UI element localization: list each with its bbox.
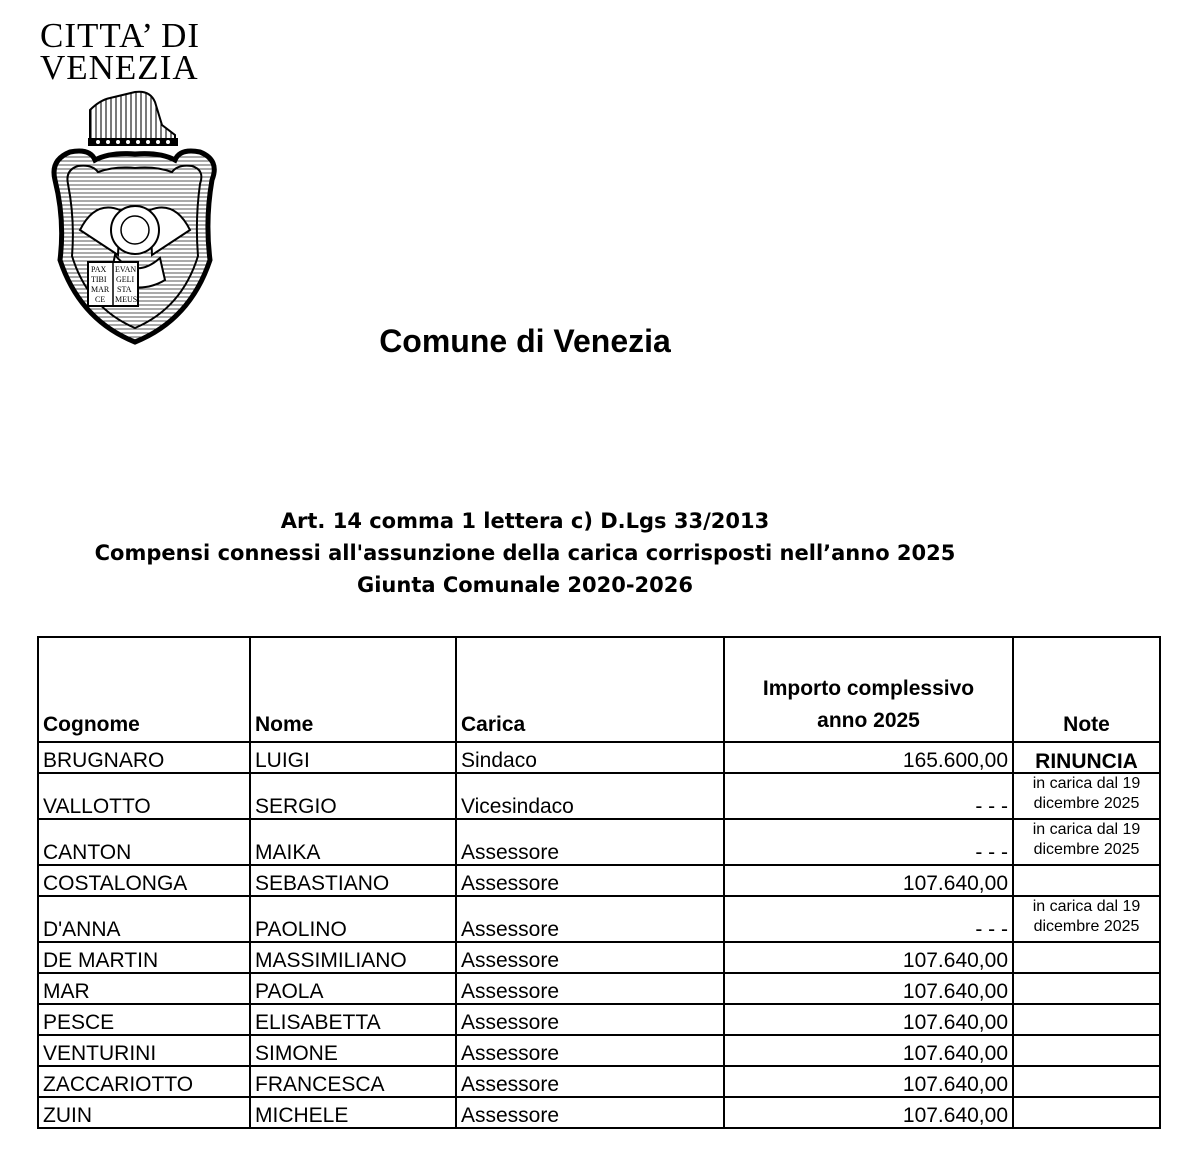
table-row xyxy=(38,819,1160,865)
cell-carica: Vicesindaco xyxy=(456,773,724,819)
cell-importo: - - - xyxy=(724,773,1013,819)
cell-nome: PAOLA xyxy=(250,973,456,1004)
cell-cognome: VENTURINI xyxy=(38,1035,250,1066)
book-text-7: STA xyxy=(117,285,132,294)
cell-cognome: BRUGNARO xyxy=(38,742,250,773)
cell-note: in carica dal 19 dicembre 2025 xyxy=(1013,819,1160,865)
cell-cognome: ZACCARIOTTO xyxy=(38,1066,250,1097)
cell-carica: Sindaco xyxy=(456,742,724,773)
book-text-8: MEUS xyxy=(115,295,138,304)
heading-line-2: Compensi connessi all'assunzione della carica corrisposti nell’anno 2025 xyxy=(94,541,956,565)
cell-nome: SEBASTIANO xyxy=(250,865,456,896)
cell-note: in carica dal 19 dicembre 2025 xyxy=(1013,896,1160,942)
cell-importo: 107.640,00 xyxy=(724,942,1013,973)
table-row xyxy=(38,742,1160,773)
cell-importo: 107.640,00 xyxy=(724,973,1013,1004)
cell-cognome: ZUIN xyxy=(38,1097,250,1128)
cell-note xyxy=(1013,973,1160,1004)
cell-importo: - - - xyxy=(724,819,1013,865)
table-row xyxy=(38,1066,1160,1097)
cell-carica: Assessore xyxy=(456,1066,724,1097)
cell-importo: 107.640,00 xyxy=(724,1066,1013,1097)
cell-cognome: MAR xyxy=(38,973,250,1004)
cell-nome: MAIKA xyxy=(250,819,456,865)
cell-importo: 107.640,00 xyxy=(724,865,1013,896)
cell-nome: SIMONE xyxy=(250,1035,456,1066)
cell-note xyxy=(1013,865,1160,896)
cell-cognome: DE MARTIN xyxy=(38,942,250,973)
compensation-table xyxy=(37,636,1161,1129)
cell-note xyxy=(1013,1066,1160,1097)
table-row xyxy=(38,973,1160,1004)
cell-nome: MASSIMILIANO xyxy=(250,942,456,973)
logo-city-line-1: CITTA’ DI xyxy=(40,16,201,55)
cell-cognome: PESCE xyxy=(38,1004,250,1035)
cell-carica: Assessore xyxy=(456,942,724,973)
header-importo-line-1: Importo complessivo xyxy=(762,677,975,700)
header-carica: Carica xyxy=(456,637,724,742)
cell-carica: Assessore xyxy=(456,819,724,865)
cell-note xyxy=(1013,1035,1160,1066)
document-heading xyxy=(0,505,1050,601)
cell-cognome: D'ANNA xyxy=(38,896,250,942)
heading-line-1: Art. 14 comma 1 lettera c) D.Lgs 33/2013 xyxy=(280,509,770,533)
cell-importo: 107.640,00 xyxy=(724,1097,1013,1128)
cell-nome: MICHELE xyxy=(250,1097,456,1128)
header-importo-line-2: anno 2025 xyxy=(817,709,920,732)
cell-note xyxy=(1013,1097,1160,1128)
cell-importo: 107.640,00 xyxy=(724,1004,1013,1035)
city-logo xyxy=(40,16,230,350)
cell-importo: 107.640,00 xyxy=(724,1035,1013,1066)
table-row xyxy=(38,1004,1160,1035)
cell-carica: Assessore xyxy=(456,973,724,1004)
book-text-2: TIBI xyxy=(91,275,107,284)
cell-nome: PAOLINO xyxy=(250,896,456,942)
cell-carica: Assessore xyxy=(456,1097,724,1128)
book-text-4: CE xyxy=(95,295,106,304)
cell-cognome: CANTON xyxy=(38,819,250,865)
cell-carica: Assessore xyxy=(456,865,724,896)
cell-cognome: VALLOTTO xyxy=(38,773,250,819)
book-text-3: MAR xyxy=(91,285,110,294)
book-text-1: PAX xyxy=(91,265,107,274)
cell-importo: - - - xyxy=(724,896,1013,942)
coat-of-arms-icon xyxy=(40,80,230,350)
table-row xyxy=(38,1097,1160,1128)
cell-nome: ELISABETTA xyxy=(250,1004,456,1035)
book-text-6: GELI xyxy=(116,275,135,284)
header-importo xyxy=(724,637,1013,742)
cell-nome: SERGIO xyxy=(250,773,456,819)
table-row xyxy=(38,1035,1160,1066)
cell-carica: Assessore xyxy=(456,896,724,942)
book-text-5: EVAN xyxy=(115,265,137,274)
cell-cognome: COSTALONGA xyxy=(38,865,250,896)
cell-carica: Assessore xyxy=(456,1004,724,1035)
table-row xyxy=(38,896,1160,942)
header-nome: Nome xyxy=(250,637,456,742)
logo-city-line-2: VENEZIA xyxy=(40,48,199,87)
table-row xyxy=(38,773,1160,819)
header-cognome: Cognome xyxy=(38,637,250,742)
cell-note: in carica dal 19 dicembre 2025 xyxy=(1013,773,1160,819)
cell-nome: FRANCESCA xyxy=(250,1066,456,1097)
heading-line-3: Giunta Comunale 2020-2026 xyxy=(356,573,693,597)
table-header-row xyxy=(38,637,1160,742)
cell-carica: Assessore xyxy=(456,1035,724,1066)
table-row xyxy=(38,865,1160,896)
cell-nome: LUIGI xyxy=(250,742,456,773)
cell-note: RINUNCIA xyxy=(1013,742,1160,773)
cell-note xyxy=(1013,1004,1160,1035)
cell-importo: 165.600,00 xyxy=(724,742,1013,773)
cell-note xyxy=(1013,942,1160,973)
table-row xyxy=(38,942,1160,973)
organization-name: Comune di Venezia xyxy=(379,323,671,359)
header-note: Note xyxy=(1013,637,1160,742)
